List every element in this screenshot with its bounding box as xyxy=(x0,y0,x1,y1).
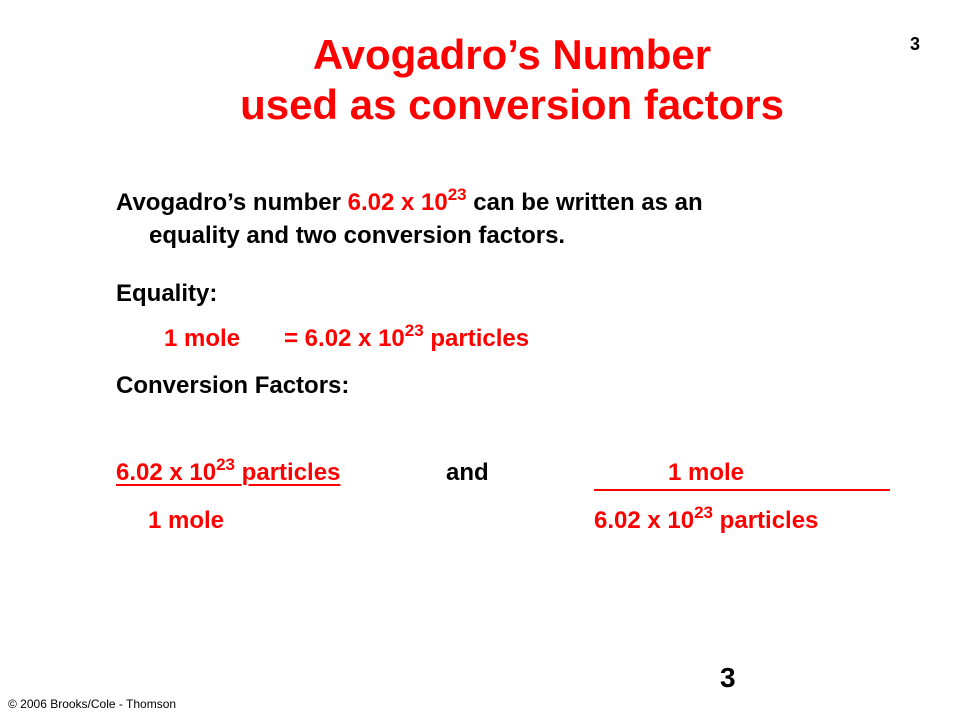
and-word: and xyxy=(446,459,489,486)
equality-exponent: 23 xyxy=(404,321,424,340)
factor2-numerator xyxy=(594,459,890,491)
intro-value xyxy=(347,185,467,216)
equality-right-base: = 6.02 x 10 xyxy=(284,325,405,352)
copyright-notice: © 2006 Brooks/Cole - Thomson xyxy=(8,697,177,711)
equality-left: 1 mole xyxy=(164,325,241,352)
title-line-2: used as conversion factors xyxy=(240,81,784,128)
factor2-denominator-base: 6.02 x 10 xyxy=(594,507,695,534)
equality-right-suffix: particles xyxy=(423,325,530,352)
factor2-denominator-suffix: particles xyxy=(713,507,819,534)
factor2-denominator-exponent: 23 xyxy=(694,503,714,522)
conversion-factors-heading: Conversion Factors: xyxy=(116,372,350,399)
slide-number-top: 3 xyxy=(910,34,921,54)
intro-prefix: Avogadro’s number xyxy=(116,189,348,216)
factor1-numerator-base: 6.02 x 10 xyxy=(116,459,217,486)
intro-value-base: 6.02 x 10 xyxy=(347,189,448,216)
equality-right xyxy=(284,321,530,353)
intro-line-2: equality and two conversion factors. xyxy=(149,222,566,249)
factor1-numerator xyxy=(116,455,341,487)
intro-suffix: can be written as an xyxy=(466,189,703,216)
factor1-numerator-suffix: particles xyxy=(235,459,341,486)
intro-value-exponent: 23 xyxy=(447,185,467,204)
factor2-numerator-text: 1 mole xyxy=(668,459,745,486)
title-line-1: Avogadro’s Number xyxy=(312,31,712,78)
intro-paragraph xyxy=(116,186,703,252)
factor1-denominator: 1 mole xyxy=(148,507,225,534)
slide-title xyxy=(0,30,960,130)
equality-heading: Equality: xyxy=(116,280,218,307)
factor1-numerator-exponent: 23 xyxy=(216,455,236,474)
factor2-denominator xyxy=(594,503,819,535)
slide-number-bottom: 3 xyxy=(720,662,736,693)
